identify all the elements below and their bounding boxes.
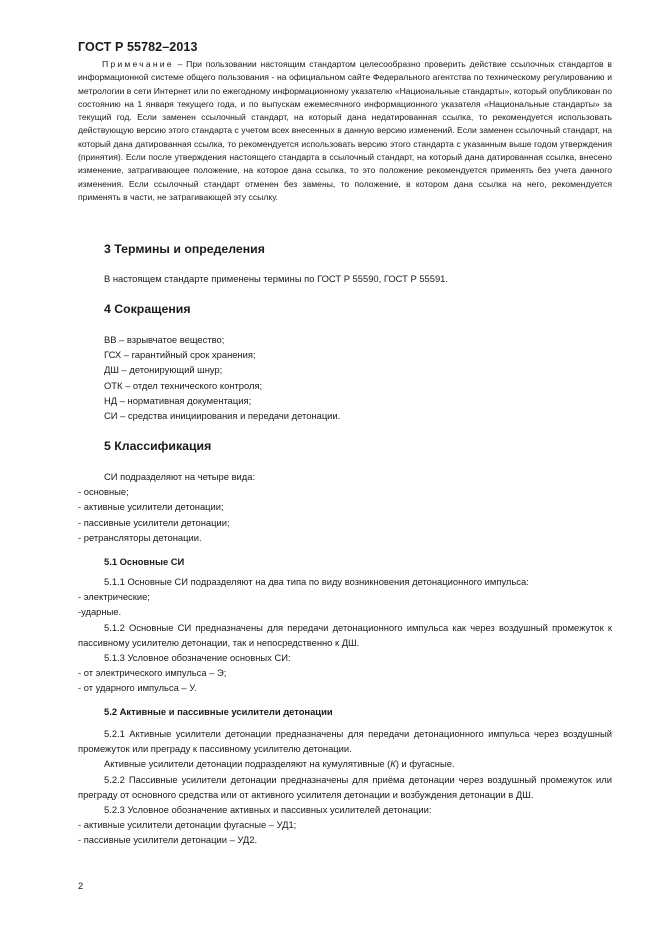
list-item: - от ударного импульса – У. <box>78 682 197 694</box>
abbreviation-item: ГСХ – гарантийный срок хранения; <box>104 349 256 361</box>
subsection-5-2-title: 5.2 Активные и пассивные усилители детонации <box>104 706 333 717</box>
subsection-5-1-title: 5.1 Основные СИ <box>104 556 185 567</box>
subsection-5-2-body <box>78 726 612 848</box>
classification-list <box>78 469 612 545</box>
section-4-title: 4 Сокращения <box>104 302 191 316</box>
paragraph-5-1-1: 5.1.1 Основные СИ подразделяют на два типа по виду возникновения детонационного импульса: <box>104 576 529 587</box>
abbreviation-item: ВВ – взрывчатое вещество; <box>104 334 225 345</box>
document-code-header: ГОСТ Р 55782–2013 <box>78 40 198 54</box>
classification-intro: СИ подразделяют на четыре вида: <box>104 471 256 482</box>
section-3-body <box>78 271 612 286</box>
section-3-title: 3 Термины и определения <box>104 242 265 256</box>
classification-item: - основные; <box>78 486 129 498</box>
list-item: -ударные. <box>78 606 122 618</box>
subsection-5-1-body <box>78 574 612 696</box>
list-item: - электрические; <box>78 591 150 603</box>
cumulative-symbol: К <box>390 758 396 770</box>
abbreviation-item: СИ – средства инициирования и передачи детонации. <box>104 410 341 422</box>
paragraph-5-2-1: 5.2.1 Активные усилители детонации предназначены для передачи детонационного импульса через воздушный промежуток или преграду к пассивному усилителю детонации. <box>78 728 612 755</box>
paragraph-5-2-1b <box>78 756 612 771</box>
abbreviation-item: НД – нормативная документация; <box>104 394 252 406</box>
abbreviations-list <box>78 332 612 423</box>
classification-item: - активные усилители детонации; <box>78 501 224 513</box>
page-number: 2 <box>78 880 84 891</box>
paragraph-5-1-3: 5.1.3 Условное обозначение основных СИ: <box>104 652 291 664</box>
note-label: Примечание <box>102 59 174 69</box>
paragraph-5-2-3: 5.2.3 Условное обозначение активных и пассивных усилителей детонации: <box>104 804 432 816</box>
classification-item: - ретрансляторы детонации. <box>78 531 202 543</box>
section-5-title: 5 Классификация <box>104 439 212 453</box>
text-pre: Активные усилители детонации подразделяют на кумулятивные ( <box>104 758 391 770</box>
abbreviation-item: ОТК – отдел технического контроля; <box>104 379 263 391</box>
abbreviation-item: ДШ – детонирующий шнур; <box>104 364 223 376</box>
note-text: – При пользовании настоящим стандартом целесообразно проверить действие ссылочных стандартов в информационной системе общего пользования - на официальном сайте Федерального агентства по техническому регулированию и метрологии в сети Интернет или по ежегодному информационному указателю «Национальные стандарты», который опубликован по состоянию на 1 января текущего года, и по выпускам ежемесячного информационного указателя «Национальные стандарты» за текущий год. Если заменен ссылочный стандарт, на который дана недатированная ссылка, то рекомендуется использовать действующую версию этого стандарта с учетом всех внесенных в данную версию изменений. Если заменен ссылочный стандарт, на который дана датированная ссылка, то рекомендуется использовать версию этого стандарта с указанным выше годом утверждения (принятия). Если после утверждения настоящего стандарта в ссылочный стандарт, на который дана датированная ссылка, внесено изменение, затрагивающее положение, на которое дана ссылка, то это положение рекомендуется применять без учета данного изменения. Если ссылочный стандарт отменен без замены, то положение, в котором дана ссылка на него, рекомендуется применять в части, не затрагивающей эту ссылку. <box>78 59 612 202</box>
paragraph-5-2-2: 5.2.2 Пассивные усилители детонации предназначены для приёма детонации через воздушный промежуток или преграду от основного средства или от активного усилителя детонации и возбуждения детонации в ДШ. <box>78 773 612 800</box>
classification-item: - пассивные усилители детонации; <box>78 516 230 528</box>
list-item: - пассивные усилители детонации – УД2. <box>78 834 258 846</box>
section-3-text: В настоящем стандарте применены термины по ГОСТ Р 55590, ГОСТ Р 55591. <box>104 273 448 284</box>
note-paragraph <box>78 58 612 204</box>
list-item: - от электрического импульса – Э; <box>78 667 227 679</box>
list-item: - активные усилители детонации фугасные – УД1; <box>78 819 297 831</box>
paragraph-5-1-2: 5.1.2 Основные СИ предназначены для передачи детонационного импульса как через воздушный промежуток к пассивному усилителю детонации, так и непосредственно к ДШ. <box>78 621 612 648</box>
text-post: ) и фугасные. <box>395 758 455 770</box>
